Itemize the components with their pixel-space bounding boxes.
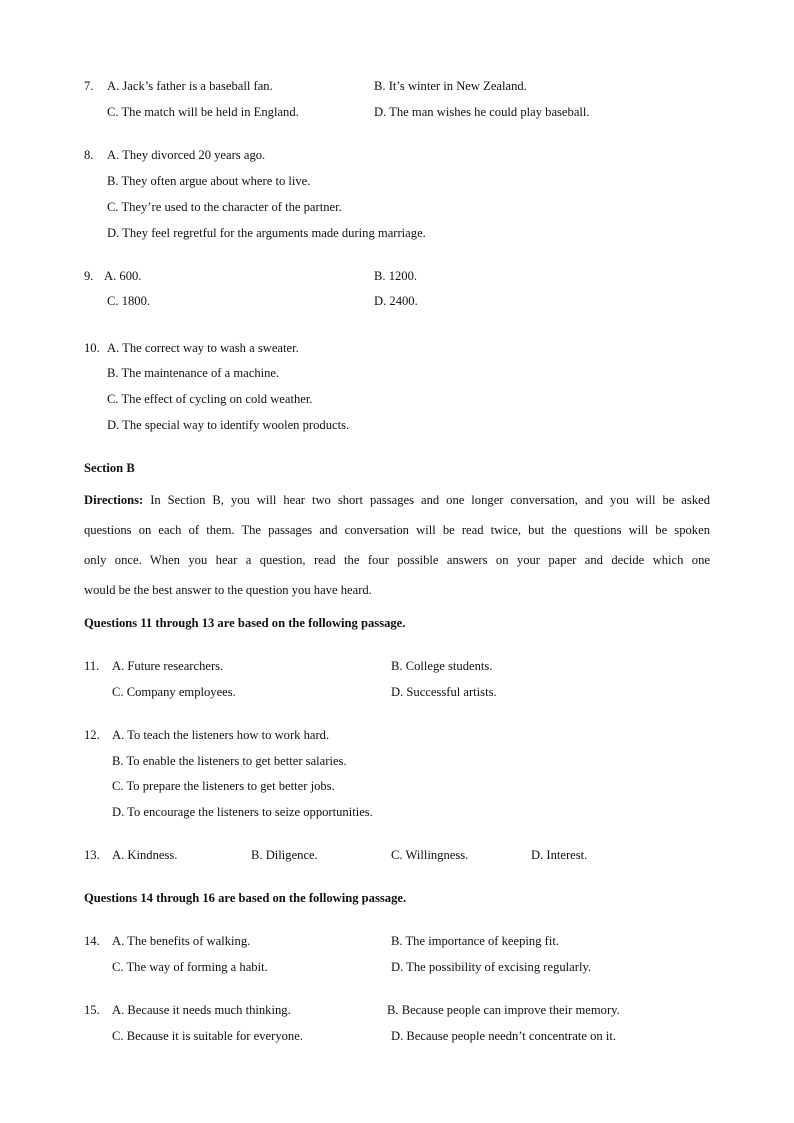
question-7-option-a: A. Jack’s father is a baseball fan. xyxy=(107,79,273,93)
questions-14-16-header: Questions 14 through 16 are based on the following passage. xyxy=(84,891,407,905)
question-8-option-b: B. They often argue about where to live. xyxy=(107,174,311,188)
question-8-number: 8. xyxy=(84,148,94,162)
question-13-option-a: A. Kindness. xyxy=(112,848,178,862)
question-13-option-d: D. Interest. xyxy=(531,848,588,862)
directions-text-1: In Section B, you will hear two short passages and one longer conversation, and you will be asked xyxy=(150,493,710,507)
directions-line-2: questions on each of them. The passages and conversation will be read twice, but the questions will be spoken xyxy=(84,523,710,537)
section-b-title: Section B xyxy=(84,461,135,475)
directions-line-1 xyxy=(84,494,710,507)
question-12-option-b: B. To enable the listeners to get better salaries. xyxy=(112,754,347,768)
question-15-option-b: B. Because people can improve their memory. xyxy=(387,1003,620,1017)
question-14-option-b: B. The importance of keeping fit. xyxy=(391,934,559,948)
question-15-option-c: C. Because it is suitable for everyone. xyxy=(112,1029,303,1043)
question-12-option-a: A. To teach the listeners how to work hard. xyxy=(112,728,330,742)
question-8-option-a: A. They divorced 20 years ago. xyxy=(107,148,266,162)
question-13-option-b: B. Diligence. xyxy=(251,848,318,862)
question-12-option-d: D. To encourage the listeners to seize opportunities. xyxy=(112,805,373,819)
question-11-option-c: C. Company employees. xyxy=(112,685,236,699)
question-14-number: 14. xyxy=(84,934,100,948)
question-11-option-b: B. College students. xyxy=(391,659,493,673)
question-14-option-d: D. The possibility of excising regularly. xyxy=(391,960,592,974)
question-12-option-c: C. To prepare the listeners to get better jobs. xyxy=(112,779,335,793)
question-7-option-b: B. It’s winter in New Zealand. xyxy=(374,79,527,93)
question-7-number: 7. xyxy=(84,79,94,93)
question-10-option-b: B. The maintenance of a machine. xyxy=(107,366,280,380)
directions-line-3: only once. When you hear a question, read the four possible answers on your paper and decide which one xyxy=(84,553,710,567)
directions-label: Directions: xyxy=(84,493,144,507)
directions-line-4: would be the best answer to the question you have heard. xyxy=(84,583,372,597)
question-12-number: 12. xyxy=(84,728,100,742)
question-11-number: 11. xyxy=(84,659,100,673)
question-9-option-d: D. 2400. xyxy=(374,294,418,308)
question-9-option-b: B. 1200. xyxy=(374,269,418,283)
question-13-option-c: C. Willingness. xyxy=(391,848,469,862)
question-7-option-c: C. The match will be held in England. xyxy=(107,105,299,119)
question-13-number: 13. xyxy=(84,848,100,862)
question-8-option-c: C. They’re used to the character of the partner. xyxy=(107,200,342,214)
question-9-option-a: A. 600. xyxy=(104,269,142,283)
question-15-option-a: A. Because it needs much thinking. xyxy=(112,1003,291,1017)
question-11-option-d: D. Successful artists. xyxy=(391,685,497,699)
question-10-option-c: C. The effect of cycling on cold weather. xyxy=(107,392,313,406)
question-8-option-d: D. They feel regretful for the arguments made during marriage. xyxy=(107,226,426,240)
question-14-option-a: A. The benefits of walking. xyxy=(112,934,251,948)
question-14-option-c: C. The way of forming a habit. xyxy=(112,960,268,974)
question-10-option-d: D. The special way to identify woolen products. xyxy=(107,418,350,432)
question-11-option-a: A. Future researchers. xyxy=(112,659,224,673)
question-15-option-d: D. Because people needn’t concentrate on it. xyxy=(391,1029,616,1043)
question-9-option-c: C. 1800. xyxy=(107,294,151,308)
question-7-option-d: D. The man wishes he could play baseball. xyxy=(374,105,590,119)
question-10-number: 10. xyxy=(84,341,100,355)
question-10-option-a: A. The correct way to wash a sweater. xyxy=(107,341,299,355)
questions-11-13-header: Questions 11 through 13 are based on the following passage. xyxy=(84,616,406,630)
question-9-number: 9. xyxy=(84,269,94,283)
question-15-number: 15. xyxy=(84,1003,100,1017)
